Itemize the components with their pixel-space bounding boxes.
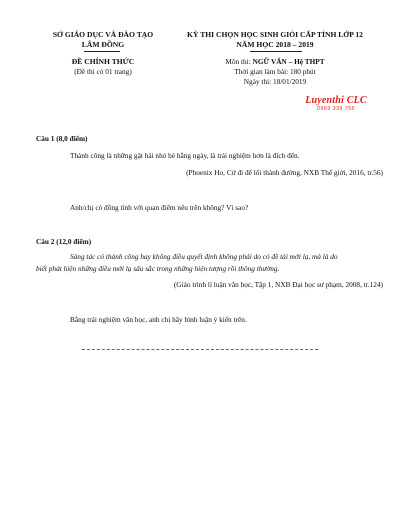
question1-source: (Phoenix Ho, Cứ đi để lối thành đường, NXB Thế giới, 2016, tr.56): [186, 168, 383, 177]
question2-prompt: Bằng trải nghiệm văn học, anh chị hãy bình luận ý kiến trên.: [70, 315, 247, 324]
logo-phone-text: 0969 339 755: [317, 106, 355, 112]
question2-title: Câu 2 (12,0 điểm): [36, 237, 92, 246]
subject-name: NGỮ VĂN – Hệ THPT: [252, 57, 325, 66]
question1-prompt: Anh/chị có đồng tình với quan điểm nêu trên không? Vì sao?: [70, 203, 249, 212]
question1-title: Câu 1 (8,0 điểm): [36, 134, 88, 143]
subject-line: [180, 57, 370, 66]
question1-quote: Thành công là những gặt hái nhỏ bé hằng ngày, là trải nghiệm hơn là đích đến.: [70, 151, 300, 160]
exam-date: Ngày thi: 18/01/2019: [243, 77, 307, 86]
subject-label: Môn thi:: [225, 57, 253, 66]
luyenthi-logo: [296, 95, 376, 112]
department-name: SỞ GIÁO DỤC VÀ ĐÀO TẠO: [52, 30, 154, 39]
exam-duration: Thời gian làm bài: 180 phút: [234, 67, 316, 76]
question2-quote-line2: biết phát hiện những điều mới lạ sâu sắc trong những hiện tượng rồi thông thường.: [36, 264, 280, 273]
question2-source: (Giáo trình lí luận văn học, Tập 1, NXB Đại học sư phạm, 2008, tr.124): [173, 280, 383, 289]
official-exam-label: ĐỀ CHÍNH THỨC: [71, 57, 135, 66]
question2-quote-line1: Sáng tác có thành công hay không điều quyết định không phải do có đề tài mới lạ, mà là do: [70, 252, 338, 261]
pages-note: (Đề thi có 01 trang): [74, 67, 132, 76]
province-name: LÂM ĐỒNG: [81, 40, 125, 49]
end-dashed-line: [82, 349, 318, 350]
logo-brand-text: Luyenthi CLC: [305, 95, 367, 106]
header-right-underline: [250, 51, 302, 52]
exam-title: KỲ THI CHỌN HỌC SINH GIỎI CẤP TỈNH LỚP 12: [187, 30, 363, 39]
school-year: NĂM HỌC 2018 – 2019: [236, 40, 314, 49]
header-left-underline: [84, 51, 120, 52]
